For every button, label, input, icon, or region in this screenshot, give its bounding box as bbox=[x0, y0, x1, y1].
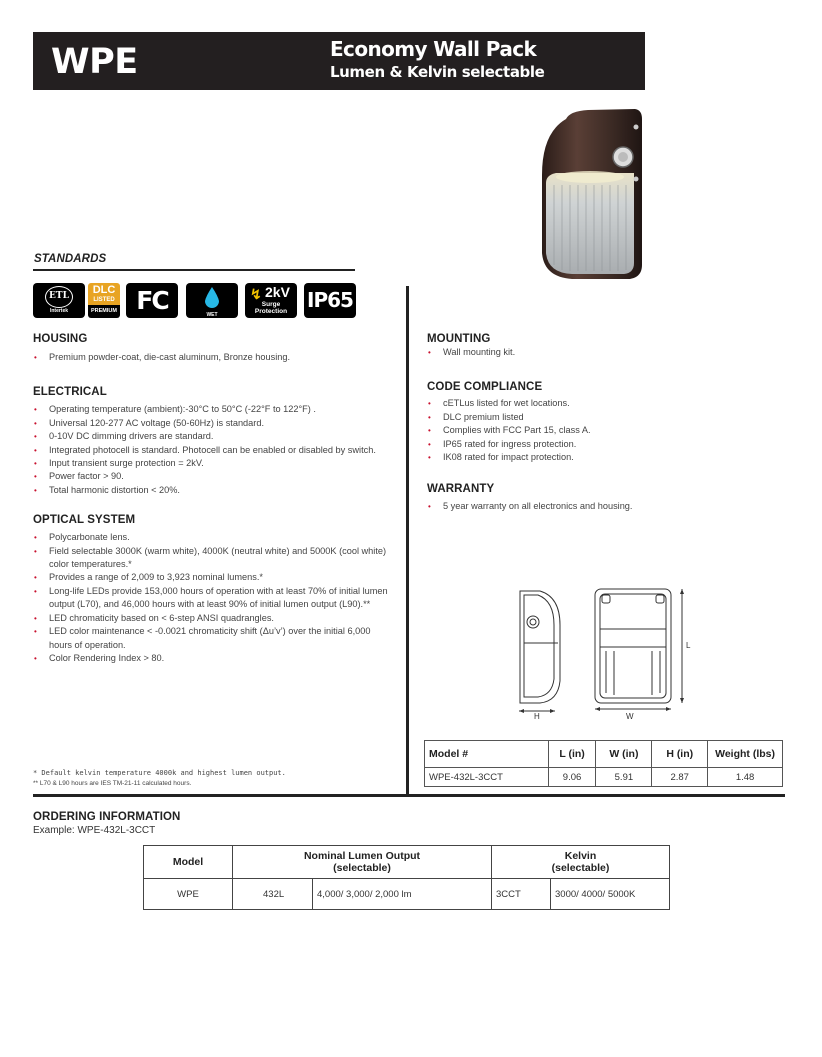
dlc-badge bbox=[88, 283, 120, 318]
standards-title: STANDARDS bbox=[34, 253, 107, 265]
order-col-kelvin-sub: (selectable) bbox=[551, 862, 610, 874]
header-banner bbox=[33, 32, 645, 90]
list-item: • Complies with FCC Part 15, class A. bbox=[427, 424, 787, 437]
product-image bbox=[530, 105, 658, 285]
cell-model: WPE-432L-3CCT bbox=[425, 768, 549, 787]
ordering-table bbox=[143, 845, 670, 910]
list-item: • DLC premium listed bbox=[427, 411, 787, 424]
footnote-2: ** L70 & L90 hours are IES TM-21-11 calculated hours. bbox=[33, 780, 192, 787]
ip65-badge: IP65 bbox=[304, 283, 356, 318]
list-item: • Provides a range of 2,009 to 3,923 nominal lumens.* bbox=[33, 571, 393, 584]
list-item: • 0-10V DC dimming drivers are standard. bbox=[33, 430, 393, 443]
list-item: • Total harmonic distortion < 20%. bbox=[33, 484, 393, 497]
footnote-1: * Default kelvin temperature 4000k and highest lumen output. bbox=[33, 769, 286, 777]
col-l: L (in) bbox=[548, 741, 596, 768]
col-h: H (in) bbox=[652, 741, 708, 768]
housing-list bbox=[33, 351, 393, 364]
product-subtitle: Lumen & Kelvin selectable bbox=[330, 63, 545, 81]
cell-l: 9.06 bbox=[548, 768, 596, 787]
ordering-header-row bbox=[144, 846, 670, 879]
fcc-badge: FC bbox=[126, 283, 178, 318]
cell-weight: 1.48 bbox=[708, 768, 783, 787]
order-col-model: Model bbox=[144, 846, 233, 879]
list-item: • Input transient surge protection = 2kV. bbox=[33, 457, 393, 470]
list-item: • Premium powder-coat, die-cast aluminum, Bronze housing. bbox=[33, 351, 393, 364]
electrical-title: ELECTRICAL bbox=[33, 386, 107, 399]
table-header-row bbox=[425, 741, 783, 768]
lightning-icon: ↯ bbox=[250, 286, 262, 302]
order-col-lumen-title: Nominal Lumen Output bbox=[303, 850, 421, 862]
col-weight: Weight (lbs) bbox=[708, 741, 783, 768]
dlc-premium: PREMIUM bbox=[88, 305, 120, 318]
list-item: • Universal 120-277 AC voltage (50-60Hz) is standard. bbox=[33, 417, 393, 430]
order-col-kelvin bbox=[492, 846, 670, 879]
model-code: WPE bbox=[51, 42, 138, 82]
list-item: • Power factor > 90. bbox=[33, 470, 393, 483]
surge-kv: 2kV bbox=[265, 284, 290, 300]
etl-badge: ETL Intertek bbox=[33, 283, 85, 318]
list-item: • Operating temperature (ambient):-30°C to 50°C (-22°F to 122°F) . bbox=[33, 403, 393, 416]
code-compliance-title: CODE COMPLIANCE bbox=[427, 381, 543, 394]
section-divider bbox=[33, 794, 785, 797]
list-item: • Polycarbonate lens. bbox=[33, 531, 393, 544]
list-item: • IP65 rated for ingress protection. bbox=[427, 438, 787, 451]
dimension-drawing bbox=[510, 585, 710, 725]
code-compliance-list bbox=[427, 397, 787, 464]
warranty-list bbox=[427, 500, 787, 513]
list-item: • Long-life LEDs provide 153,000 hours of operation with at least 70% of initial lumen output (L70), and 46,000 hours with at least 90% of initial lumen output (L90).** bbox=[33, 585, 393, 612]
spec-table bbox=[424, 740, 783, 787]
optical-list bbox=[33, 531, 393, 665]
list-item: • Wall mounting kit. bbox=[427, 346, 787, 359]
table-row bbox=[425, 768, 783, 787]
left-column bbox=[33, 333, 393, 665]
ordering-example: Example: WPE-432L-3CCT bbox=[33, 825, 156, 836]
list-item: • IK08 rated for impact protection. bbox=[427, 451, 787, 464]
list-item: • Color Rendering Index > 80. bbox=[33, 652, 393, 665]
warranty-title: WARRANTY bbox=[427, 483, 495, 496]
list-item: • cETLus listed for wet locations. bbox=[427, 397, 787, 410]
dlc-text: DLC bbox=[92, 284, 116, 296]
mounting-list bbox=[427, 346, 787, 359]
wet-badge bbox=[186, 283, 238, 318]
surge-badge bbox=[245, 283, 297, 318]
dlc-listed: LISTED bbox=[93, 297, 115, 303]
ordering-title: ORDERING INFORMATION bbox=[33, 811, 181, 823]
order-model: WPE bbox=[144, 879, 233, 910]
order-lumen-code: 432L bbox=[233, 879, 313, 910]
dim-w-label: W bbox=[626, 712, 634, 721]
list-item: • LED color maintenance < -0.0021 chromaticity shift (Δu’v’) over the initial 6,000 hours of operation. bbox=[33, 625, 393, 652]
order-lumen-values: 4,000/ 3,000/ 2,000 lm bbox=[313, 879, 492, 910]
mounting-title: MOUNTING bbox=[427, 333, 491, 345]
right-column bbox=[427, 333, 787, 514]
electrical-list bbox=[33, 403, 393, 497]
col-w: W (in) bbox=[596, 741, 652, 768]
standards-rule bbox=[33, 269, 355, 271]
order-col-lumen bbox=[233, 846, 492, 879]
cell-w: 5.91 bbox=[596, 768, 652, 787]
housing-title: HOUSING bbox=[33, 333, 88, 345]
water-drop-icon bbox=[202, 286, 222, 310]
order-kelvin-code: 3CCT bbox=[492, 879, 551, 910]
order-kelvin-values: 3000/ 4000/ 5000K bbox=[551, 879, 670, 910]
order-col-kelvin-title: Kelvin bbox=[564, 850, 597, 862]
wet-label: WET bbox=[206, 312, 218, 318]
col-model: Model # bbox=[425, 741, 549, 768]
list-item: • 5 year warranty on all electronics and housing. bbox=[427, 500, 787, 513]
product-title: Economy Wall Pack bbox=[330, 37, 537, 61]
optical-title: OPTICAL SYSTEM bbox=[33, 514, 136, 527]
dim-l-label: L bbox=[686, 641, 691, 650]
list-item: • Integrated photocell is standard. Photocell can be enabled or disabled by switch. bbox=[33, 444, 393, 457]
dim-h-label: H bbox=[534, 712, 540, 721]
column-divider bbox=[406, 286, 409, 796]
cell-h: 2.87 bbox=[652, 768, 708, 787]
etl-sub: Intertek bbox=[49, 308, 69, 314]
ordering-row bbox=[144, 879, 670, 910]
list-item: • Field selectable 3000K (warm white), 4000K (neutral white) and 5000K (cool white) color temperatures.* bbox=[33, 545, 393, 572]
order-col-lumen-sub: (selectable) bbox=[333, 862, 391, 874]
surge-label: Surge Protection bbox=[254, 301, 288, 315]
list-item: • LED chromaticity based on < 6-step ANSI quadrangles. bbox=[33, 612, 393, 625]
